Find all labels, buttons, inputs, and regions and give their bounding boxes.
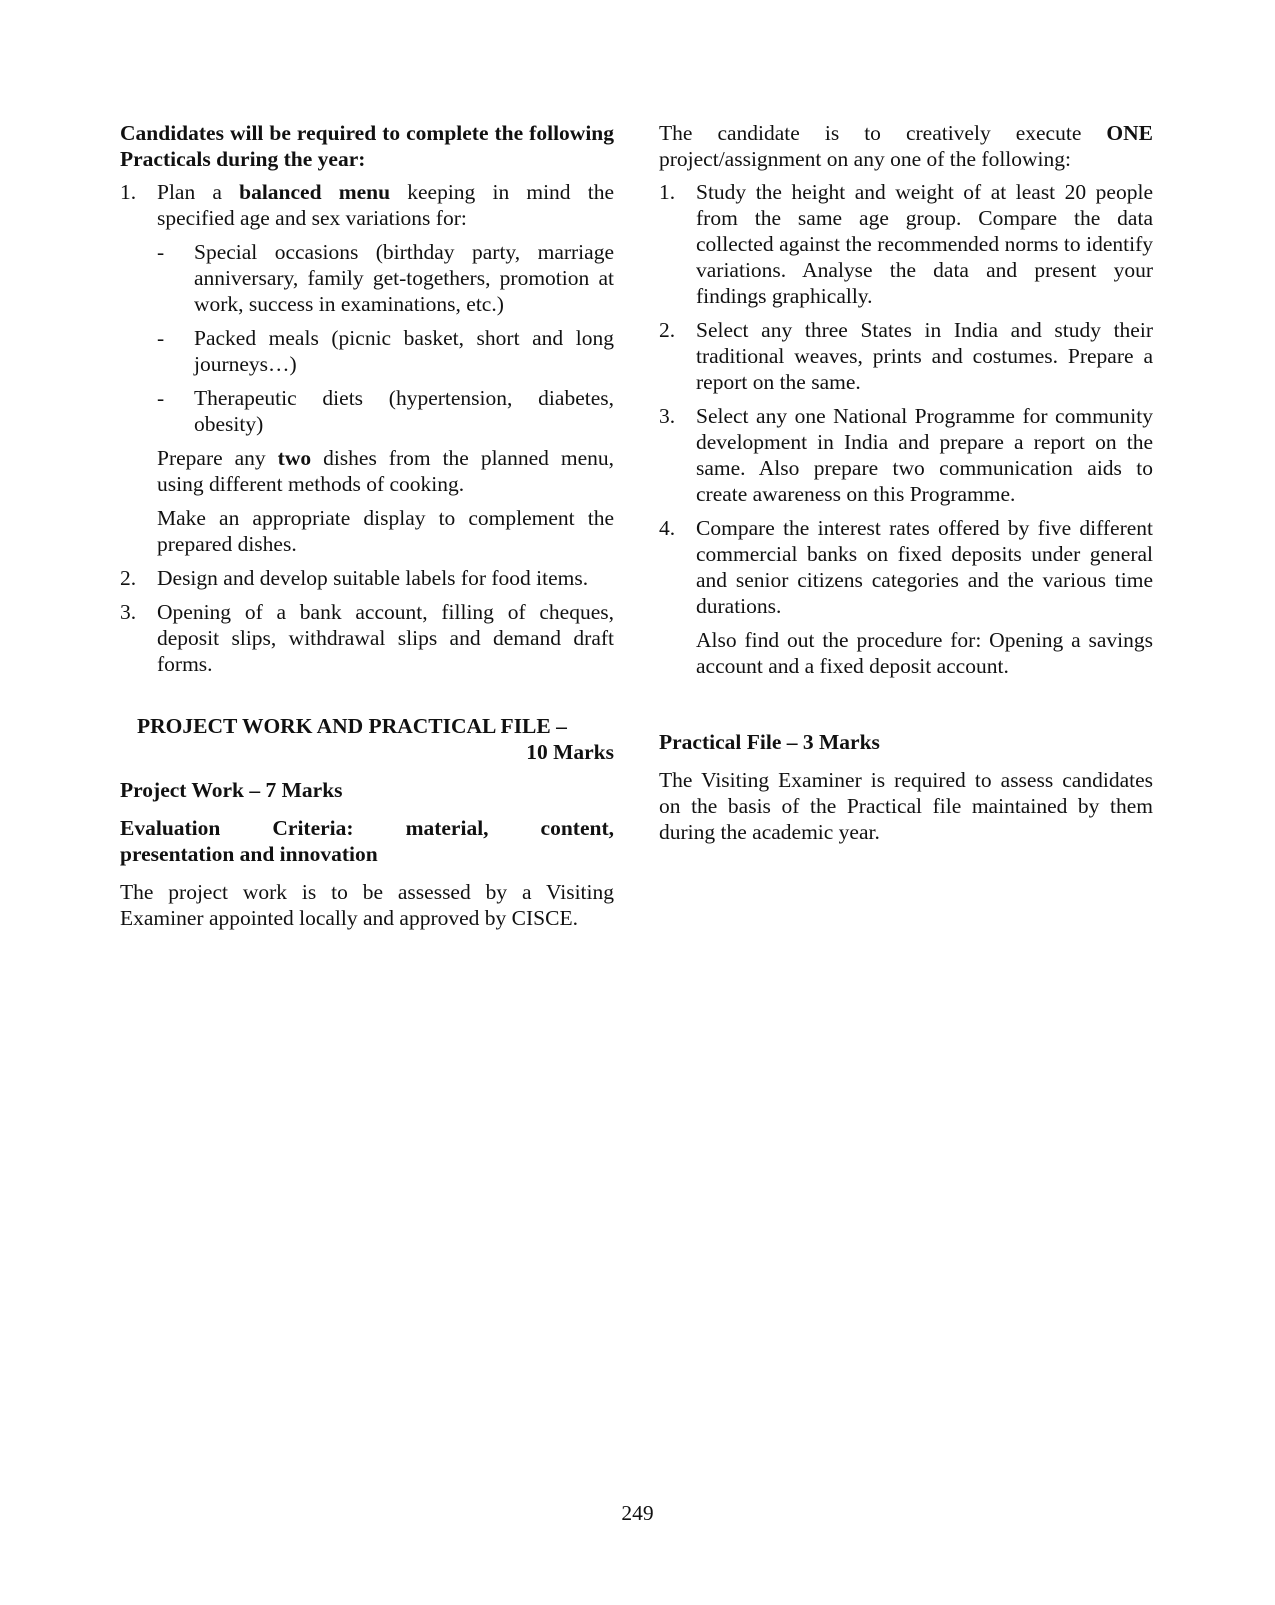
practical-file-text: The Visiting Examiner is required to assess candidates on the basis of the Practical file maintained by them during the academic year.: [659, 768, 1153, 844]
item-text: Compare the interest rates offered by five different commercial banks on fixed deposits under general and senior citizens categories and the various time durations.: [696, 516, 1153, 618]
text-run: Plan a: [157, 180, 240, 204]
item-number: 1.: [659, 180, 676, 204]
item-text: [157, 179, 614, 231]
text-run: dishes from the planned menu, using different methods of cooking.: [157, 446, 614, 496]
project-item-2: [659, 317, 1153, 395]
display-text: Make an appropriate display to complement the prepared dishes.: [157, 506, 614, 556]
text-run: project/assignment on any one of the following:: [659, 147, 1071, 171]
sub-item-text: Packed meals (picnic basket, short and long journeys…): [194, 326, 614, 376]
practical-file-heading: Practical File – 3 Marks: [659, 730, 880, 754]
bold-run: balanced menu: [239, 180, 391, 204]
item-text: Study the height and weight of at least 20 people from the same age group. Compare the data collected against the recommended norms to identify variations. Analyse the data and present your findings graphically.: [696, 180, 1153, 308]
project-intro: [659, 120, 1153, 172]
dash-marker: -: [157, 240, 165, 264]
text-run: Prepare any: [157, 446, 278, 470]
project-item-4: [659, 515, 1153, 679]
item-number: 2.: [120, 566, 137, 590]
practicals-intro: Candidates will be required to complete the following Practicals during the year:: [120, 121, 614, 171]
item-number: 1.: [120, 180, 137, 204]
section-heading-line2: 10 Marks: [526, 740, 614, 764]
section-heading: [120, 713, 614, 765]
practical-item-3: [120, 599, 614, 677]
item-text: Select any three States in India and study their traditional weaves, prints and costumes. Prepare a report on the same.: [696, 318, 1153, 394]
practical-item-1: [120, 179, 614, 557]
bold-run: ONE: [1106, 121, 1153, 145]
bold-run: two: [277, 446, 312, 470]
right-column: [659, 120, 1153, 845]
project-item-1: [659, 179, 1153, 309]
text-run: keeping in mind the specified age and sex variations for:: [157, 180, 614, 230]
item-number: 2.: [659, 318, 676, 342]
criteria-line2: presentation and innovation: [120, 842, 378, 866]
prepare-dishes-text: [157, 445, 614, 497]
criteria-line1: Evaluation Criteria: material, content,: [120, 816, 614, 840]
item-text: Design and develop suitable labels for food items.: [157, 566, 589, 590]
sub-item-packed-meals: [157, 325, 614, 377]
dash-marker: -: [157, 386, 165, 410]
procedure-text: Also find out the procedure for: Opening a savings account and a fixed deposit account.: [696, 628, 1153, 678]
project-item-3: [659, 403, 1153, 507]
project-work-heading: Project Work – 7 Marks: [120, 778, 343, 802]
section-heading-line1: PROJECT WORK AND PRACTICAL FILE –: [137, 714, 567, 738]
item-text: Select any one National Programme for community development in India and prepare a report on the same. Also prepare two communication aids to create awareness on this Programme.: [696, 404, 1153, 506]
left-column: [120, 120, 614, 931]
sub-item-therapeutic-diets: [157, 385, 614, 437]
item-number: 4.: [659, 516, 676, 540]
text-run: The candidate is to creatively execute: [659, 121, 1107, 145]
item-text: Opening of a bank account, filling of cheques, deposit slips, withdrawal slips and demand draft forms.: [157, 600, 614, 676]
sub-item-special-occasions: [157, 239, 614, 317]
item-number: 3.: [120, 600, 137, 624]
sub-item-text: Therapeutic diets (hypertension, diabetes, obesity): [194, 386, 614, 436]
practical-item-2: [120, 565, 614, 591]
item-number: 3.: [659, 404, 676, 428]
evaluation-criteria: [120, 815, 614, 867]
assessment-text: The project work is to be assessed by a Visiting Examiner appointed locally and approved by CISCE.: [120, 880, 614, 930]
sub-item-text: Special occasions (birthday party, marriage anniversary, family get-togethers, promotion at work, success in examinations, etc.): [194, 240, 614, 316]
dash-marker: -: [157, 326, 165, 350]
page-number: 249: [621, 1501, 654, 1525]
